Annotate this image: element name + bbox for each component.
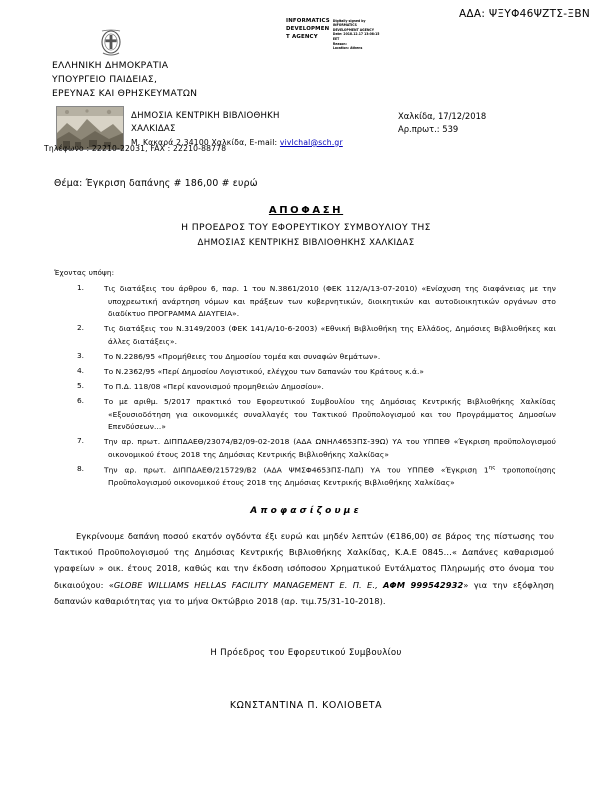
address-text: Μ. Κακαρά 2,34100 Χαλκίδα, E-mail: — [131, 137, 278, 147]
clause-item — [54, 283, 556, 321]
clause-item — [54, 396, 556, 434]
clause-number: 1. — [76, 283, 84, 292]
signatory-name: ΚΩΝΣΤΑΝΤΙΝΑ Π. ΚΟΛΙΟΒΕΤΑ — [229, 700, 383, 711]
clause-item — [54, 381, 556, 394]
place-date: Χαλκίδα, 17/12/2018 — [398, 111, 487, 121]
decision-subtitle-1: Η ΠΡΟΕΔΡΟΣ ΤΟΥ ΕΦΟΡΕΥΤΙΚΟΥ ΣΥΜΒΟΥΛΙΟΥ ΤΗΣ — [181, 222, 431, 233]
body-paragraph-part-1: Εγκρίνουμε δαπάνη ποσού εκατόν ογδόντα έξι ευρώ και μηδέν λεπτών (€186,00) σε βάρος της πίστωσης του Τακτικού Προϋπολογισμού της Δημόσιας Κεντρικής Βιβλιοθήκης Χαλκίδας, Κ.Α.Ε 0845...« Δαπάνες καθαρισμού γραφείων » οικ. έτους 2018, καθώς και την έκδοση ισόποσου Χρηματικού Εντάλματος Πληρωμής στο όνομα του δικαιούχου: « — [54, 531, 554, 590]
ministry-line-2: ΥΠΟΥΡΓΕΙΟ ΠΑΙΔΕΙΑΣ, — [52, 73, 158, 85]
decision-subtitle-2: ΔΗΜΟΣΙΑΣ ΚΕΝΤΡΙΚΗΣ ΒΙΒΛΙΟΘΗΚΗΣ ΧΑΛΚΙΔΑΣ — [197, 238, 415, 248]
having-in-mind-label: Έχοντας υπόψη: — [54, 268, 115, 277]
library-name-line-2: ΧΑΛΚΙΔΑΣ — [131, 124, 176, 135]
decision-title: ΑΠΟΦΑΣΗ — [268, 205, 344, 216]
email-link[interactable]: vivlchal@sch.gr — [279, 137, 343, 147]
library-identity — [131, 110, 343, 148]
ada-code-top: ΑΔΑ: ΨΞΥΦ46ΨΖΤΣ-ΞΒΝ — [458, 8, 590, 20]
clause-item — [54, 323, 556, 348]
digital-signature-stamp — [286, 18, 379, 51]
clause-text: Το Π.Δ. 118/08 «Περί κανονισμού προμηθειών Δημοσίου». — [104, 381, 324, 391]
clause-text: Την αρ. πρωτ. ΔΙΠΠΔΑΕΘ/23074/Β2/09-02-2018 (ΑΔΑ ΩΝΗΛ4653ΠΣ-39Ω) ΥΑ του ΥΠΠΕΘ «Έγκριση προϋπολογισμού οικονομικού έτους 2018 της Δημόσιας Κεντρικής Βιβλιοθήκης Χαλκίδας» — [104, 437, 556, 459]
clause-text: Τις διατάξεις του άρθρου 6, παρ. 1 του Ν.3861/2010 (ΦΕΚ 112/Α/13-07-2010) «Ενίσχυση της διαφάνειας με την υποχρεωτική ανάρτηση νόμων και πράξεων των κυβερνητικών, διοικητικών και αυτοδιοικητικών οργάνων στο διαδίκτυο ΠΡΟΓΡΑΜΜΑ ΔΙΑΥΓΕΙΑ». — [104, 284, 556, 319]
signature-agency-name: INFORMATICS DEVELOPMEN T AGENCY — [286, 18, 330, 40]
clause-text: Το Ν.2286/95 «Προμήθειες του Δημοσίου τομέα και συναφών θεμάτων». — [104, 352, 381, 362]
clause-item — [54, 464, 556, 490]
hellenic-republic-emblem-icon — [98, 28, 124, 58]
considerations-list — [54, 283, 556, 492]
clause-number: 7. — [76, 436, 84, 446]
subject-line: Θέμα: Έγκριση δαπάνης # 186,00 # ευρώ — [54, 178, 258, 189]
place-date-block — [398, 110, 486, 137]
signature-details: Digitally signed by INFORMATICS DEVELOPMENT AGENCY Date: 2018.12.17 13:08:15 EET Reason: Location: Athens — [332, 18, 380, 51]
library-name-line-1: ΔΗΜΟΣΙΑ ΚΕΝΤΡΙΚΗ ΒΙΒΛΙΟΘΗΚΗ — [131, 111, 280, 121]
beneficiary-company: GLOBE WILLIAMS HELLAS FACILITY MANAGEMENT Ε. Π. Ε., — [113, 579, 378, 590]
clause-number: 6. — [76, 395, 84, 405]
clause-number: 4. — [76, 365, 84, 375]
clause-text — [88, 464, 556, 490]
clause-number: 5. — [76, 380, 84, 390]
clause-text-after: τροποποίησης Προϋπολογισμού οικονομικού έτους 2018 της Δημόσιας Κεντρικής Βιβλιοθήκης Χαλκίδας» — [108, 465, 556, 488]
decision-body — [54, 528, 554, 609]
clause-item — [54, 436, 556, 461]
body-paragraph-part-2: » για την εξόφληση δαπανών καθαριότητας για το μήνα Οκτώβριο 2018 (αρ. τιμ.75/31-10-2018). — [54, 579, 554, 606]
clause-item — [54, 366, 556, 379]
signatory-role: Η Πρόεδρος του Εφορευτικού Συμβουλίου — [210, 648, 402, 658]
protocol-number: Αρ.πρωτ.: 539 — [398, 124, 459, 135]
clause-text-before: Την αρ. πρωτ. ΔΙΠΠΔΑΕΘ/215729/Β2 (ΑΔΑ ΨΜΣΦ4653ΠΣ-ΠΔΠ) ΥΑ του ΥΠΠΕΘ «Έγκριση 1 — [104, 465, 489, 475]
clause-superscript: ης — [488, 464, 496, 471]
beneficiary-vat-number: ΑΦΜ 999542932 — [383, 579, 464, 590]
clause-number: 3. — [76, 351, 84, 361]
decide-heading: Αποφασίζουμε — [250, 506, 362, 516]
clause-number: 8. — [76, 463, 84, 473]
clause-text: Τις διατάξεις του Ν.3149/2003 (ΦΕΚ 141/Α/10-6-2003) «Εθνική Βιβλιοθήκη της Ελλάδος, Δημόσιες Βιβλιοθήκες και άλλες διατάξεις». — [104, 324, 556, 347]
clause-text: Το με αριθμ. 5/2017 πρακτικό του Εφορευτικού Συμβουλίου της Δημόσιας Κεντρικής Βιβλιοθήκης Χαλκίδας «Εξουσιοδότηση για οικονομικές συναλλαγές του Τακτικού Προϋπολογισμού και του Προγράμματος Δημοσίων Επενδύσεων...» — [104, 396, 556, 432]
ministry-line-1: ΕΛΛΗΝΙΚΗ ΔΗΜΟΚΡΑΤΙΑ — [52, 60, 169, 71]
clause-text: Το Ν.2362/95 «Περί Δημοσίου Λογιστικού, ελέγχου των δαπανών του Κράτους κ.ά.» — [104, 366, 425, 376]
ministry-line-3: ΕΡΕΥΝΑΣ ΚΑΙ ΘΡΗΣΚΕΥΜΑΤΩΝ — [52, 87, 198, 99]
clause-number: 2. — [76, 323, 84, 333]
library-telephone: Τηλέφωνο : 22210-22031, FAX : 22210-88778 — [44, 144, 227, 153]
clause-item — [54, 351, 556, 364]
ministry-heading — [52, 59, 197, 101]
